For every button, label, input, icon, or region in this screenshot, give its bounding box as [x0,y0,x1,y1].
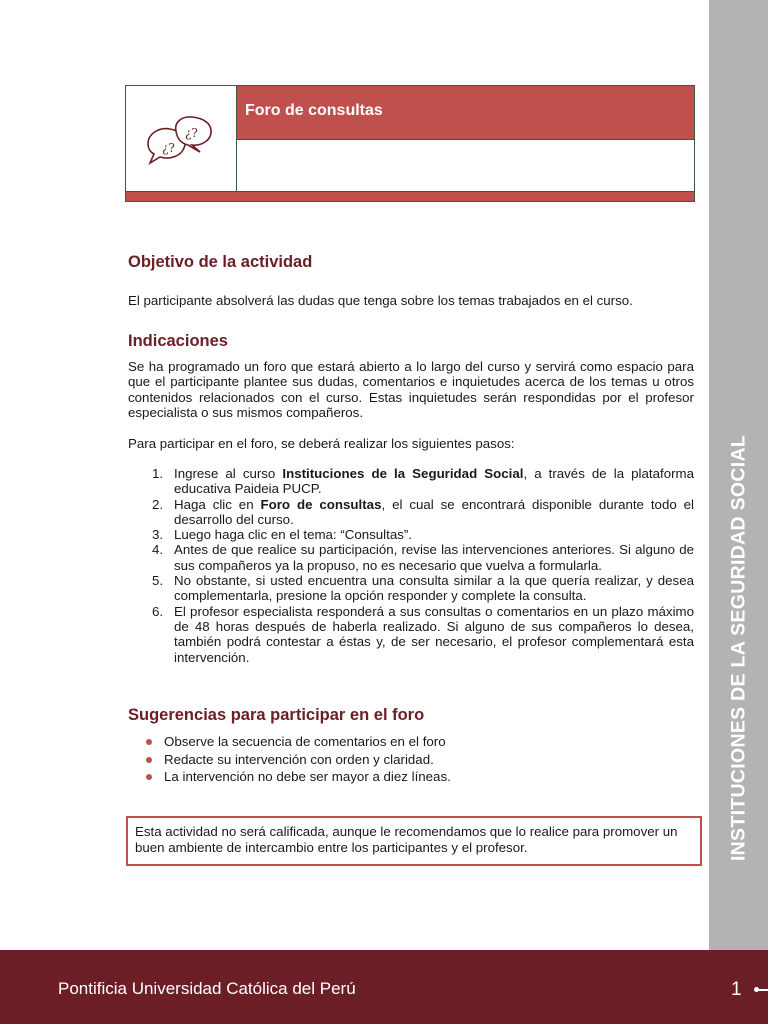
header-box [125,85,695,202]
list-item: 5. No obstante, si usted encuentra una consulta similar a la que quería realizar, y desea complementarla, presione la opción responder y complete la consulta. [152,573,694,604]
page-title: Foro de consultas [245,102,383,119]
suggestions-list [146,733,451,786]
page-number: 1 [731,979,742,1000]
list-item: 4. Antes de que realice su participación, revise las intervenciones anteriores. Si alguno de sus compañeros ya la propuso, no es necesario que vuelva a formularla. [152,542,694,573]
list-item: 1. Ingrese al curso Instituciones de la Seguridad Social, a través de la plataforma educativa Paideia PUCP. [152,466,694,497]
list-item: 2. Haga clic en Foro de consultas, el cual se encontrará disponible durante todo el desarrollo del curso. [152,496,694,527]
note-text: Esta actividad no será calificada, aunque le recomendamos que lo realice para promover un buen ambiente de intercambio entre los participantes y el profesor. [135,824,678,855]
steps-intro: Para participar en el foro, se deberá realizar los siguientes pasos: [128,436,515,451]
instructions-intro: Se ha programado un foro que estará abierto a lo largo del curso y servirá como espacio para que el participante plantee sus dudas, comentarios e inquietudes acerca de los temas u otros contenidos relacionados con el curso. Estas inquietudes serán respondidas por el profesor especialista o sus mismos compañeros. [128,359,694,420]
header-icon-cell [126,86,237,193]
objective-heading: Objetivo de la actividad [128,253,313,271]
header-bottom-bar [126,191,694,201]
list-item: 6. El profesor especialista responderá a sus consultas o comentarios en un plazo máximo de 48 horas después de haberla realizado. Si alguno de sus compañeros lo desea, también podrá contestar a éstas y, de ser necesario, el profesor complementará esta intervención. [152,603,694,665]
list-item: Redacte su intervención con orden y claridad. [146,751,451,769]
instructions-heading: Indicaciones [128,332,228,350]
steps-list [128,466,694,665]
list-item: La intervención no debe ser mayor a diez líneas. [146,768,451,786]
header-title-bar [237,86,694,140]
footer-university: Pontificia Universidad Católica del Perú [58,979,356,998]
objective-text: El participante absolverá las dudas que tenga sobre los temas trabajados en el curso. [128,293,633,308]
svg-text:¿?: ¿? [185,126,198,140]
note-box [126,816,702,866]
side-title: INSTITUCIONES DE LA SEGURIDAD SOCIAL [727,434,750,862]
suggestions-heading: Sugerencias para participar en el foro [128,706,425,724]
list-item: 3. Luego haga clic en el tema: “Consultas”. [152,527,413,543]
svg-text:¿?: ¿? [162,141,175,155]
speech-bubbles-icon [126,86,237,193]
list-item: Observe la secuencia de comentarios en el foro [146,733,451,751]
page-marker [756,989,768,991]
